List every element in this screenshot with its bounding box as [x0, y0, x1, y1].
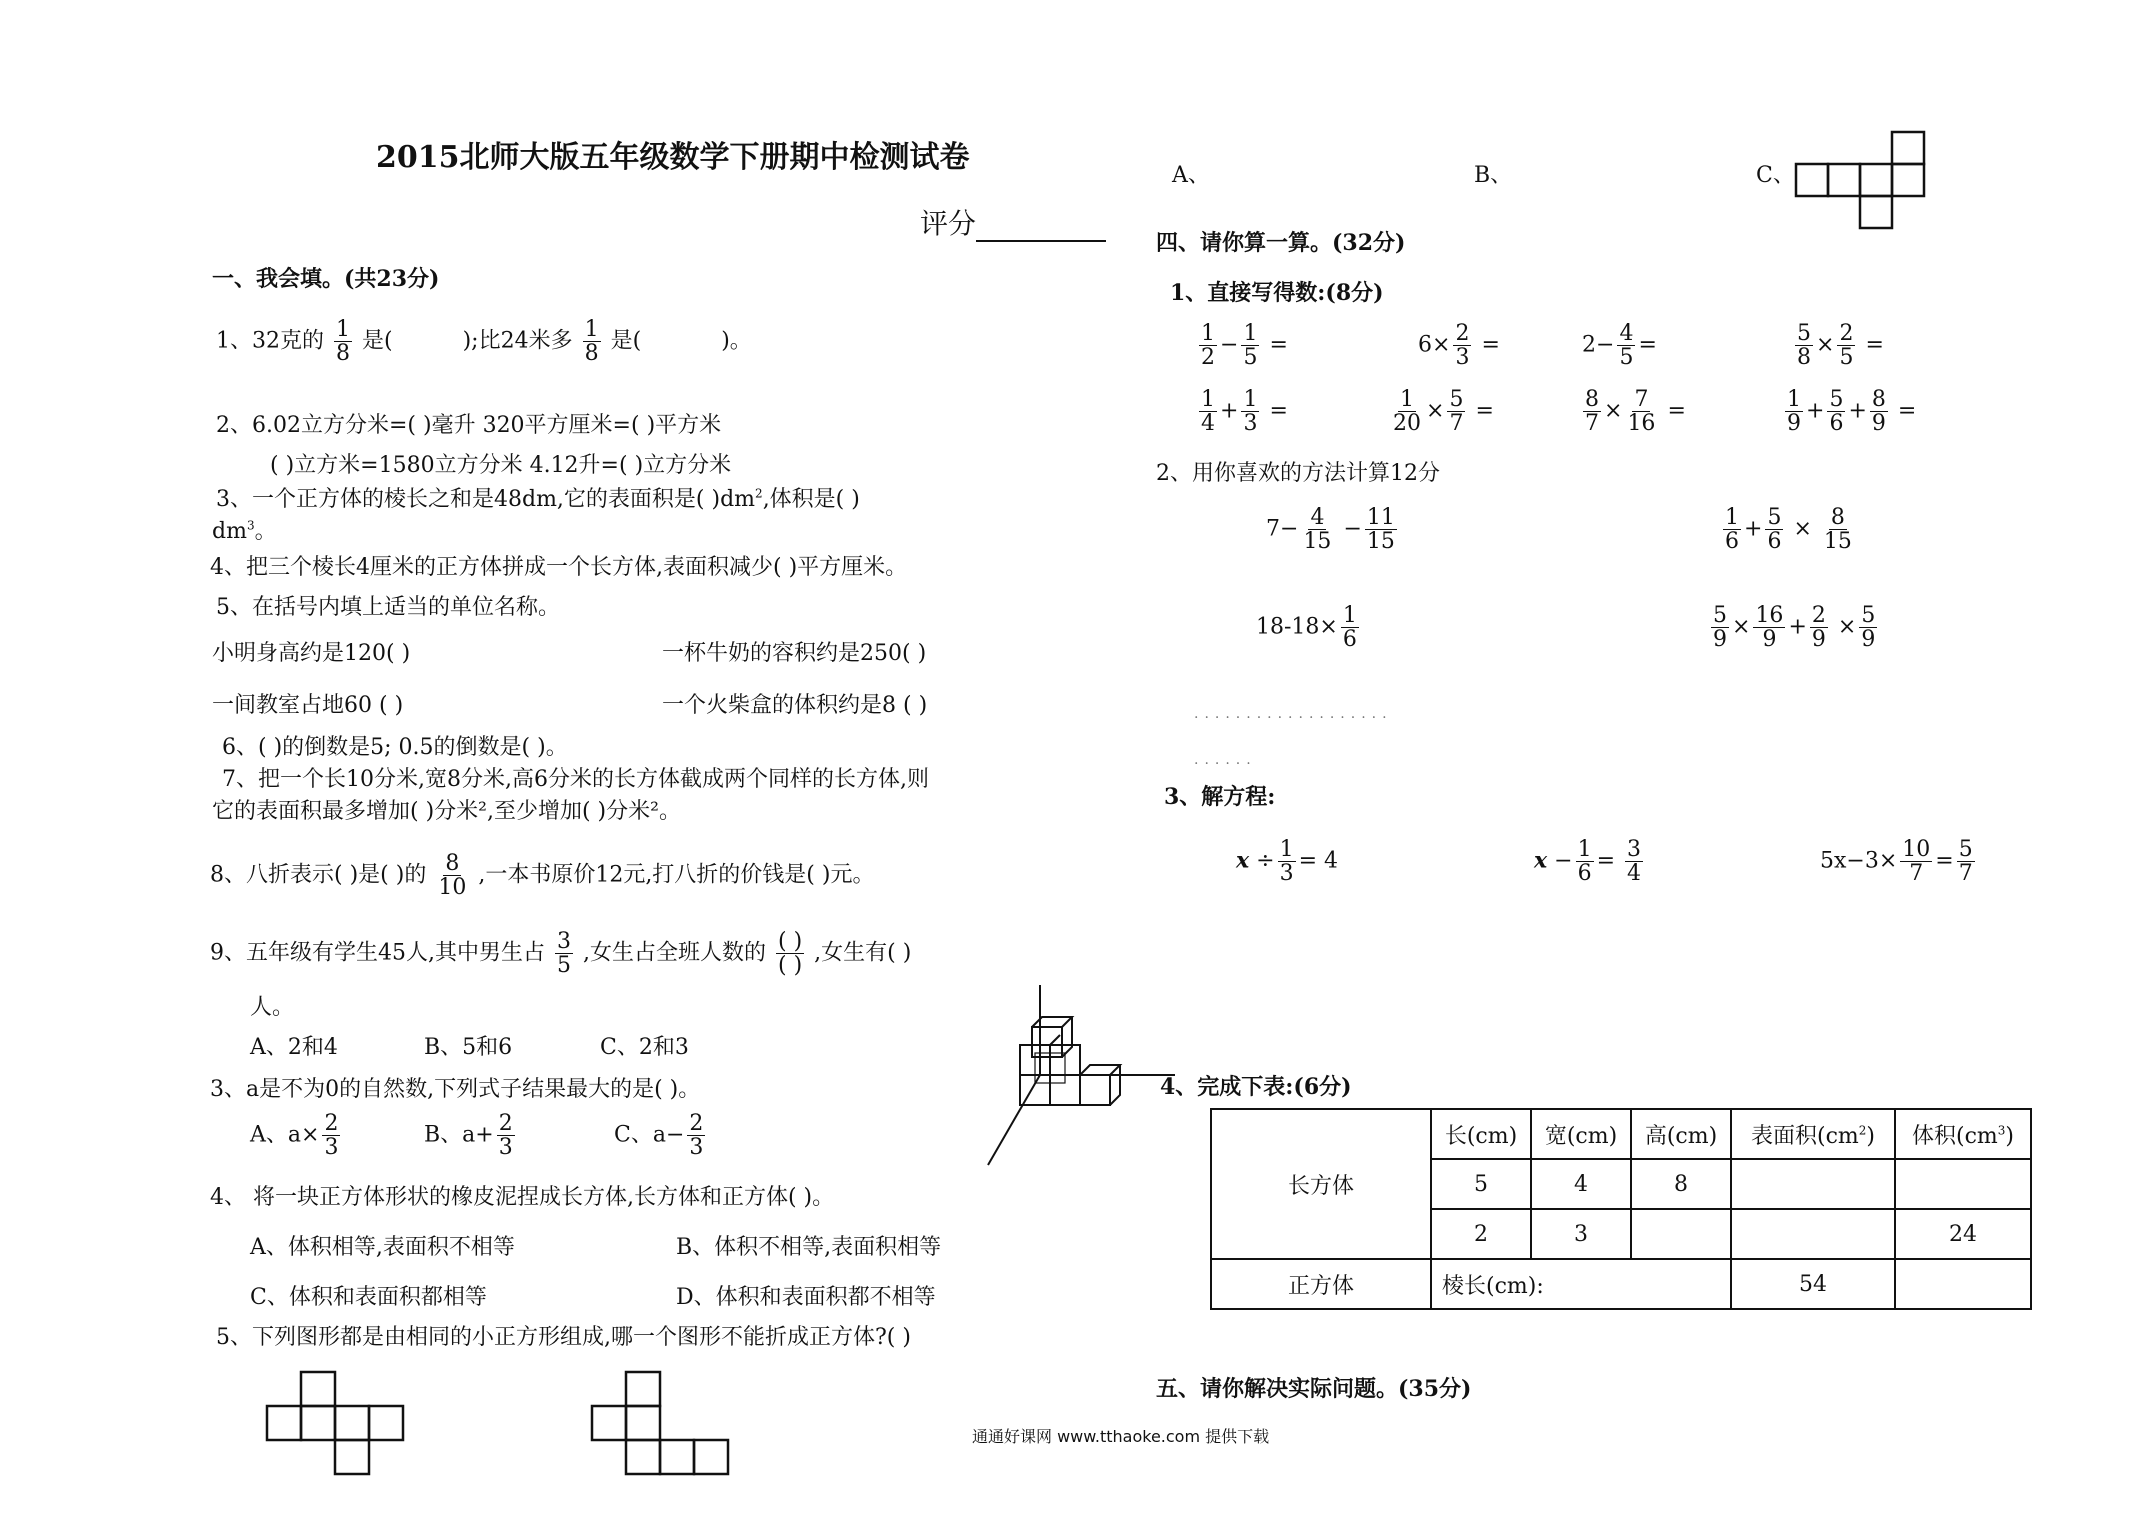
- question-7-line-2: 它的表面积最多增加( )分米²,至少增加( )分米²。: [212, 799, 681, 824]
- equation-1: x ÷ $\frac{1}{3}$ = 4: [1236, 837, 1338, 887]
- table-cell: 5: [1431, 1159, 1531, 1209]
- calc-method-2: $\frac{1}{6}$ + $\frac{5}{6}$ × $\frac{8}{15}$: [1725, 505, 1852, 555]
- table-row-label: 正方体: [1211, 1259, 1431, 1309]
- cube-stack-figure: [980, 985, 1180, 1165]
- question-5-a: 小明身高约是120( ): [212, 641, 411, 666]
- table-cell: 24: [1895, 1209, 2031, 1259]
- equation-2: x − $\frac{1}{6}$ = $\frac{3}{4}$: [1534, 837, 1641, 887]
- mc4-choice-d: D、体积和表面积都不相等: [676, 1285, 936, 1310]
- calc-1-3: 2− $\frac{4}{5}$ =: [1582, 321, 1657, 371]
- score-label: 评分: [920, 207, 977, 240]
- mc4-choice-a: A、体积相等,表面积不相等: [250, 1235, 515, 1260]
- question-3-line-1: 3、一个正方体的棱长之和是48dm,它的表面积是( )$dm^2$,体积是( ): [216, 486, 860, 512]
- cube-net-c: [1788, 130, 1928, 234]
- mc4-choice-c: C、体积和表面积都相等: [250, 1285, 487, 1310]
- fraction: $\frac{( )}{( )}$: [778, 929, 803, 979]
- table-header: 体积$(cm^3)$: [1895, 1109, 2031, 1159]
- dotted-line: ...................: [1194, 706, 1393, 722]
- calc-2-2: $\frac{1}{20}$ × $\frac{5}{7}$ =: [1393, 387, 1494, 437]
- fraction: $\frac{1}{8}$: [584, 317, 599, 367]
- fraction: $\frac{8}{10}$: [438, 851, 467, 901]
- mc3-choice-c: C、a− $\frac{2}{3}$: [614, 1111, 704, 1161]
- table-cell: [1895, 1259, 2031, 1309]
- question-6: 6、( )的倒数是5; 0.5的倒数是( )。: [222, 735, 568, 760]
- calc-method-4: $\frac{5}{9}$ × $\frac{16}{9}$ + $\frac{2}{9}$ × $\frac{5}{9}$: [1713, 603, 1876, 653]
- mc-question-5: 5、下列图形都是由相同的小正方形组成,哪一个图形不能折成正方体?( ): [216, 1325, 911, 1350]
- net-label-a: A、: [1172, 163, 1210, 188]
- dimension-table: [1210, 1108, 2032, 1310]
- net-label-c: C、: [1756, 163, 1795, 188]
- section-4-sub-1: 1、直接写得数:(8分): [1170, 280, 1384, 306]
- calc-method-3: 18-18× $\frac{1}{6}$: [1256, 603, 1357, 653]
- calc-2-4: $\frac{1}{9}$ + $\frac{5}{6}$ + $\frac{8}{9}$ =: [1787, 387, 1917, 437]
- fraction: $\frac{3}{5}$: [557, 929, 571, 979]
- q9-choice-c: C、2和3: [600, 1035, 689, 1060]
- question-7-line-1: 7、把一个长10分米,宽8分米,高6分米的长方体截成两个同样的长方体,则: [222, 767, 929, 792]
- table-header: 高(cm): [1631, 1109, 1731, 1159]
- table-cell: 4: [1531, 1159, 1631, 1209]
- footer-text: 通通好课网 www.tthaoke.com 提供下载: [972, 1427, 1270, 1446]
- calc-2-1: $\frac{1}{4}$ + $\frac{1}{3}$ =: [1201, 387, 1288, 437]
- mc-question-4: 4、 将一块正方体形状的橡皮泥捏成长方体,长方体和正方体( )。: [210, 1185, 835, 1210]
- cube-net-a: [265, 1372, 405, 1477]
- calc-2-3: $\frac{8}{7}$ × $\frac{7}{16}$ =: [1585, 387, 1686, 437]
- table-cell: 2: [1431, 1209, 1531, 1259]
- question-9: 9、五年级有学生45人,其中男生占 $\frac{3}{5}$ ,女生占全班人数的 $\frac{( )}{( )}$ ,女生有( ): [210, 929, 912, 979]
- section-4-sub-4: 4、完成下表:(6分): [1160, 1074, 1352, 1100]
- section-1-heading: 一、我会填。(共23分): [212, 266, 440, 292]
- question-2-line-1: 2、6.02立方分米=( )毫升 320平方厘米=( )平方米: [216, 413, 722, 438]
- table-header: 长(cm): [1431, 1109, 1531, 1159]
- question-2-line-2: ( )立方米=1580立方分米 4.12升=( )立方分米: [270, 453, 732, 478]
- table-header: 宽(cm): [1531, 1109, 1631, 1159]
- mc-question-3: 3、a是不为0的自然数,下列式子结果最大的是( )。: [210, 1077, 701, 1102]
- table-cell: [1895, 1159, 2031, 1209]
- section-4-sub-3: 3、解方程:: [1164, 784, 1276, 810]
- calc-method-1: 7− $\frac{4}{15}$ − $\frac{11}{15}$: [1266, 505, 1395, 555]
- table-cell: 8: [1631, 1159, 1731, 1209]
- table-cell: [1631, 1209, 1731, 1259]
- table-cell: 棱长(cm):: [1431, 1259, 1731, 1309]
- fraction: $\frac{1}{8}$: [336, 317, 350, 367]
- question-5-d: 一个火柴盒的体积约是8 ( ): [662, 693, 928, 718]
- mc4-choice-b: B、体积不相等,表面积相等: [676, 1235, 942, 1260]
- table-cell: 54: [1731, 1259, 1895, 1309]
- calc-1-1: $\frac{1}{2}$ − $\frac{1}{5}$ =: [1201, 321, 1288, 371]
- q9-choice-b: B、5和6: [424, 1035, 513, 1060]
- question-3-line-2: $dm^3$。: [212, 518, 277, 544]
- calc-1-4: $\frac{5}{8}$ × $\frac{2}{5}$ =: [1797, 321, 1884, 371]
- table-cell: [1731, 1209, 1895, 1259]
- question-8: 8、八折表示( )是( )的 $\frac{8}{10}$ ,一本书原价12元,打八折的价钱是( )元。: [210, 851, 875, 901]
- question-5: 5、在括号内填上适当的单位名称。: [216, 595, 560, 620]
- table-cell: 3: [1531, 1209, 1631, 1259]
- table-row-label: 长方体: [1211, 1109, 1431, 1259]
- table-cell: [1731, 1159, 1895, 1209]
- page-title: 2015北师大版五年级数学下册期中检测试卷: [376, 140, 970, 175]
- equation-3: 5x−3× $\frac{10}{7}$ = $\frac{5}{7}$: [1820, 837, 1973, 887]
- table-header: 表面积$(cm^2)$: [1731, 1109, 1895, 1159]
- cube-net-b: [590, 1372, 730, 1477]
- question-5-b: 一杯牛奶的容积约是250( ): [662, 641, 927, 666]
- section-4-sub-2: 2、用你喜欢的方法计算12分: [1156, 461, 1440, 486]
- section-5-heading: 五、请你解决实际问题。(35分): [1156, 1376, 1472, 1402]
- q9-choice-a: A、2和4: [250, 1035, 338, 1060]
- score-field: [920, 202, 1106, 242]
- question-9-line-2: 人。: [250, 995, 295, 1020]
- question-5-c: 一间教室占地60 ( ): [212, 693, 404, 718]
- section-4-heading: 四、请你算一算。(32分): [1156, 230, 1406, 256]
- dotted-line: ......: [1194, 752, 1257, 768]
- mc3-choice-a: A、a× $\frac{2}{3}$: [250, 1111, 339, 1161]
- net-label-b: B、: [1474, 163, 1513, 188]
- question-4: 4、把三个棱长4厘米的正方体拼成一个长方体,表面积减少( )平方厘米。: [210, 555, 908, 580]
- question-1: 1、32克的 $\frac{1}{8}$ 是( );比24米多 $\frac{1}{8}$ 是( )。: [216, 317, 752, 367]
- calc-1-2: 6× $\frac{2}{3}$ =: [1418, 321, 1500, 371]
- mc3-choice-b: B、a+ $\frac{2}{3}$: [424, 1111, 513, 1161]
